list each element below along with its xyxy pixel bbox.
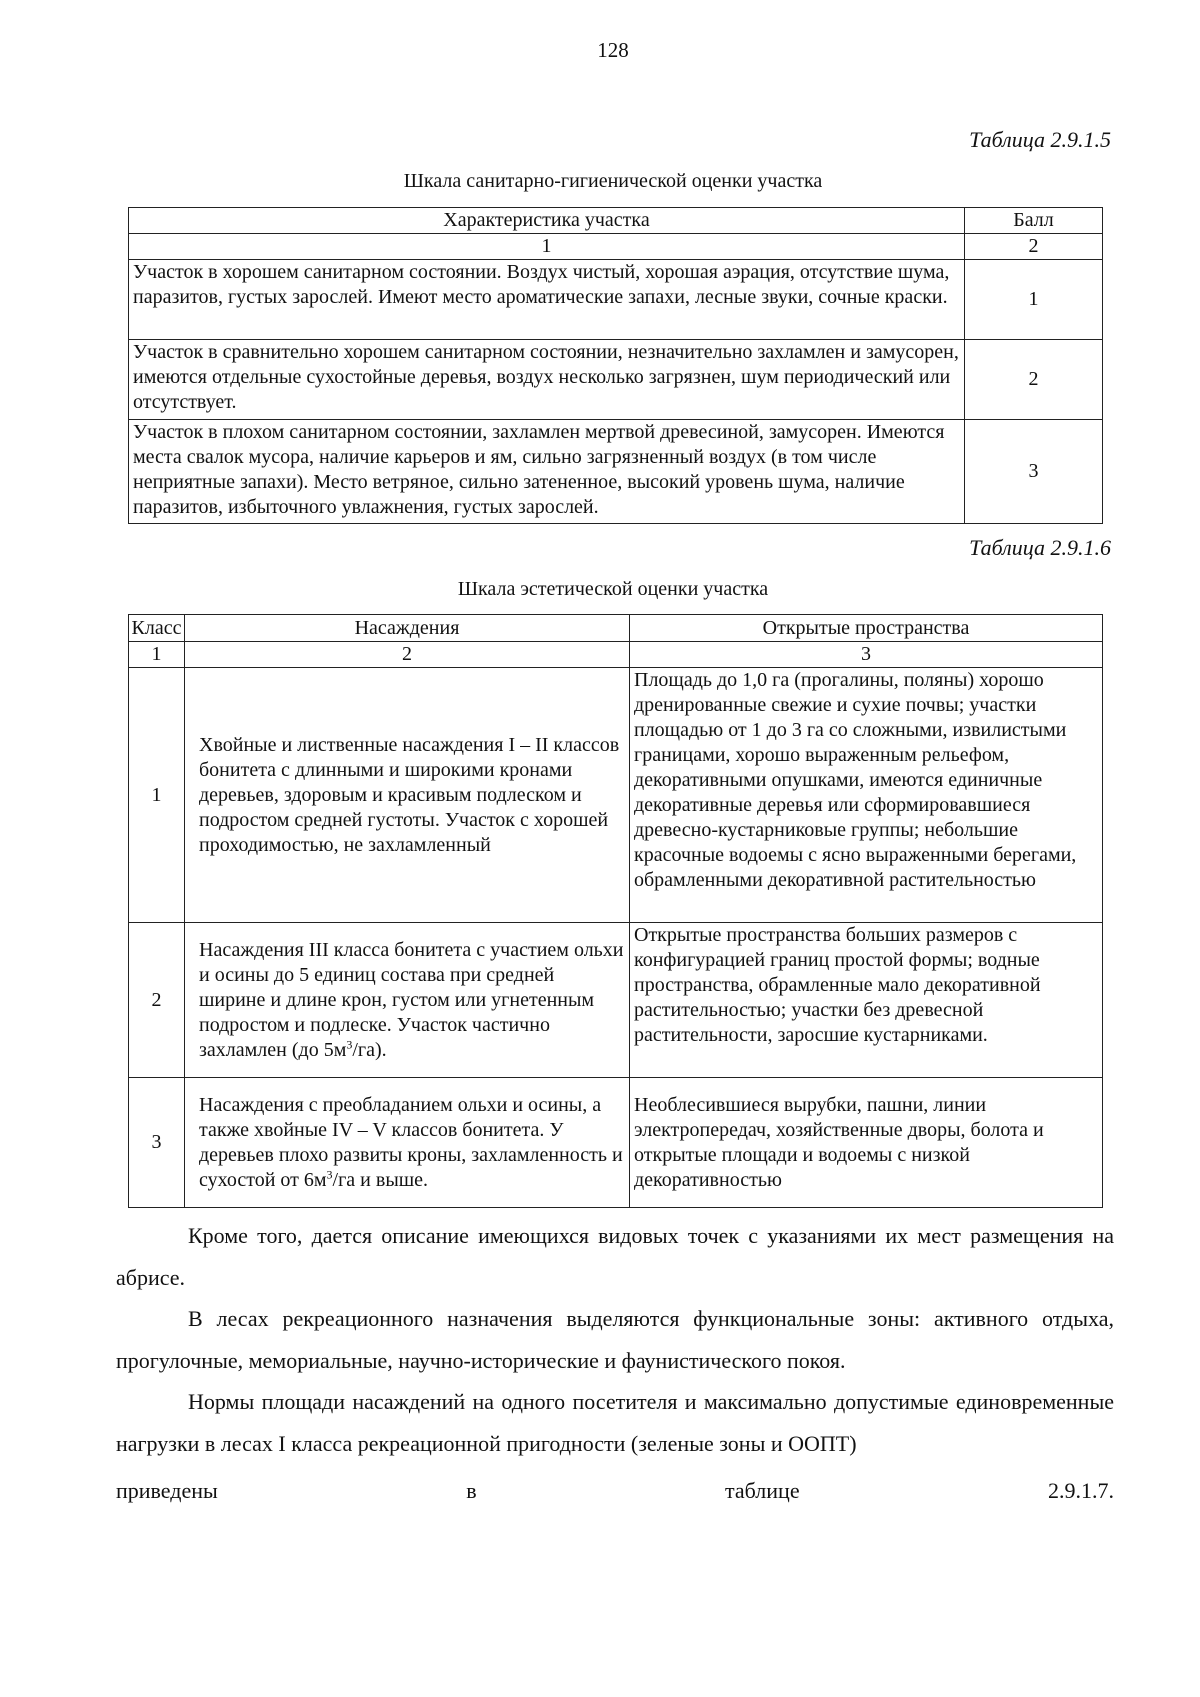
col-number: 1: [129, 642, 185, 668]
paragraph-text: Нормы площади насаждений на одного посетителя и максимально допустимые единовременные нагрузки в лесах I класса рекреационной пригодности (зеленые зоны и ООПТ): [116, 1389, 1114, 1456]
plantings-text: Насаждения III класса бонитета с участием ольхи и осины до 5 единиц состава при средней ширине и длине крон, густом или угнетенным подростом и подлеске. Участок частично захламлен (до 5м: [199, 938, 624, 1061]
table-label-2: Таблица 2.9.1.6: [969, 535, 1111, 560]
table-row: [129, 923, 1103, 1078]
characteristic-cell: Участок в хорошем санитарном состоянии. Воздух чистый, хорошая аэрация, отсутствие шума, паразитов, густых зарослей. Имеют место ароматические запахи, лесные звуки, сочные краски.: [129, 260, 965, 340]
open-spaces-cell: Площадь до 1,0 га (прогалины, поляны) хорошо дренированные свежие и сухие почвы; участки площадью от 1 до 3 га со сложными, извилистыми границами, хорошо выраженным рельефом, декоративными опушками, имеются единичные декоративные деревья или сформировавшиеся древесно-кустарниковые группы; небольшие красочные водоемы с ясно выраженными берегами, обрамленными декоративной растительностью: [630, 668, 1103, 923]
paragraph: [116, 1298, 1114, 1382]
table-title-2: Шкала эстетической оценки участка: [457, 578, 769, 600]
class-cell: 2: [129, 923, 185, 1078]
col-number: 3: [630, 642, 1103, 668]
sanitary-score-table: [128, 207, 1103, 524]
class-cell: 1: [129, 668, 185, 923]
plantings-text-end: /га).: [352, 1038, 387, 1061]
table-row: [129, 420, 1103, 524]
table-row: [129, 1078, 1103, 1208]
table-row: [129, 668, 1103, 923]
score-cell: 1: [965, 260, 1103, 340]
col-number: 2: [965, 234, 1103, 260]
score-cell: 2: [965, 340, 1103, 420]
open-spaces-cell: Необлесившиеся вырубки, пашни, линии электропередач, хозяйственные дворы, болота и открытые площади и водоемы с низкой декоративностью: [630, 1078, 1103, 1208]
paragraph-text: В лесах рекреационного назначения выделяются функциональные зоны: активного отдыха, прогулочные, мемориальные, научно-исторические и фаунистического покоя.: [116, 1306, 1114, 1373]
plantings-cell: [185, 923, 630, 1078]
paragraph-text: Кроме того, дается описание имеющихся видовых точек с указаниями их мест размещения на абрисе.: [116, 1223, 1114, 1290]
table-row: [129, 260, 1103, 340]
word: в: [466, 1478, 477, 1503]
score-cell: 3: [965, 420, 1103, 524]
header-class: Класс: [129, 615, 185, 642]
plantings-cell: Хвойные и лиственные насаждения I – II классов бонитета с длинными и широкими кронами деревьев, здоровым и красивым подлеском и подростом средней густоты. Участок с хорошей проходимостью, не захламленный: [185, 668, 630, 923]
header-plantings: Насаждения: [185, 615, 630, 642]
table-row: [129, 340, 1103, 420]
aesthetic-score-table: [128, 614, 1103, 1208]
superscript: 3: [326, 1166, 333, 1181]
superscript: 3: [346, 1036, 353, 1051]
paragraph: [116, 1215, 1114, 1299]
plantings-cell: [185, 1078, 630, 1208]
header-score: Балл: [965, 208, 1103, 234]
page-number: 128: [597, 38, 629, 62]
paragraph-last-line: [116, 1478, 1114, 1504]
header-open-spaces: Открытые пространства: [630, 615, 1103, 642]
table-label-1: Таблица 2.9.1.5: [969, 127, 1111, 152]
open-spaces-cell: Открытые пространства больших размеров с конфигурацией границ простой формы; водные пространства, обрамленные мало декоративной растительностью; участки без древесной растительности, заросшие кустарниками.: [630, 923, 1103, 1078]
col-number: 1: [129, 234, 965, 260]
header-characteristic: Характеристика участка: [129, 208, 965, 234]
characteristic-cell: Участок в сравнительно хорошем санитарном состоянии, незначительно захламлен и замусорен, имеются отдельные сухостойные деревья, воздух несколько загрязнен, шум периодический или отсутствует.: [129, 340, 965, 420]
word: 2.9.1.7.: [1048, 1478, 1114, 1503]
col-number: 2: [185, 642, 630, 668]
word: таблице: [725, 1478, 800, 1503]
characteristic-cell: Участок в плохом санитарном состоянии, захламлен мертвой древесиной, замусорен. Имеются места свалок мусора, наличие карьеров и ям, сильно загрязненный воздух (в том числе неприятные запахи). Место ветряное, сильно затененное, высокий уровень шума, наличие паразитов, избыточного увлажнения, густых зарослей.: [129, 420, 965, 524]
plantings-text: Насаждения с преобладанием ольхи и осины, а также хвойные IV – V классов бонитета. У деревьев плохо развиты кроны, захламленность и сухостой от 6м: [199, 1093, 623, 1191]
table-title-1: Шкала санитарно-гигиенической оценки участка: [403, 170, 823, 192]
word: приведены: [116, 1478, 218, 1503]
class-cell: 3: [129, 1078, 185, 1208]
paragraph: [116, 1381, 1114, 1465]
plantings-text-end: /га и выше.: [332, 1168, 429, 1191]
